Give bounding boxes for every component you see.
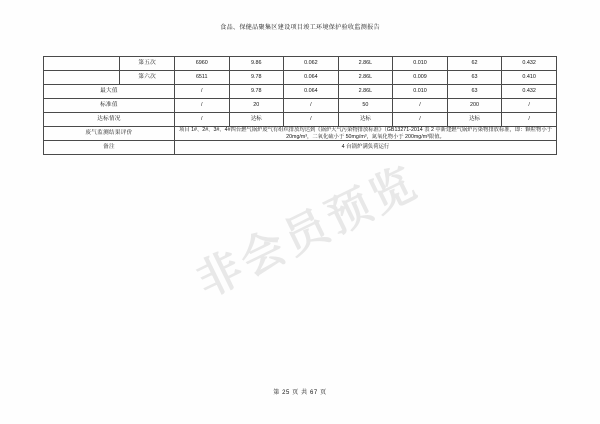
- table-cell: 0.062: [284, 57, 339, 71]
- table-cell: 0.010: [393, 85, 448, 99]
- row-label: 标准值: [44, 99, 175, 113]
- table-cell: /: [284, 113, 339, 127]
- table-cell: /: [284, 99, 339, 113]
- table-row-note: [44, 141, 557, 155]
- note-label: 备注: [44, 141, 175, 155]
- page-title: 食品、保健品聚集区建设项目竣工环境保护验收监测报告: [220, 24, 380, 31]
- monitoring-data-table: [43, 56, 557, 155]
- table-cell: 63: [447, 71, 502, 85]
- table-cell: 9.78: [229, 85, 284, 99]
- table-cell: 9.86: [229, 57, 284, 71]
- table-cell: /: [393, 113, 448, 127]
- table-row-evaluation: [44, 127, 557, 141]
- table-row: [44, 85, 557, 99]
- row-label: 第五次: [120, 57, 175, 71]
- table-cell: 6960: [174, 57, 229, 71]
- table-cell: 0.010: [393, 57, 448, 71]
- row-label: 达标情况: [44, 113, 175, 127]
- table-cell: 9.78: [229, 71, 284, 85]
- table-cell: 0.432: [502, 85, 557, 99]
- table-cell: 达标: [229, 113, 284, 127]
- table-cell: 6511: [174, 71, 229, 85]
- table-row: [44, 113, 557, 127]
- table-cell: /: [174, 85, 229, 99]
- table-cell: /: [502, 99, 557, 113]
- table-cell: 达标: [447, 113, 502, 127]
- table-row: [44, 99, 557, 113]
- table-cell: 0.432: [502, 57, 557, 71]
- table-cell: 2.86L: [338, 57, 393, 71]
- watermark: 非会员预览: [189, 157, 427, 307]
- table-cell: 0.410: [502, 71, 557, 85]
- row-label: 最大值: [44, 85, 175, 99]
- row-spacer-cell: [44, 71, 120, 85]
- table-cell: 63: [447, 85, 502, 99]
- table-row: [44, 71, 557, 85]
- table-cell: /: [502, 113, 557, 127]
- table-cell: /: [174, 113, 229, 127]
- table-cell: 0.064: [284, 71, 339, 85]
- table-row: [44, 57, 557, 71]
- table-cell: 200: [447, 99, 502, 113]
- table-cell: 62: [447, 57, 502, 71]
- table-cell: 0.064: [284, 85, 339, 99]
- table-cell: /: [174, 99, 229, 113]
- page-footer: 第 25 页 共 67 页: [273, 390, 327, 396]
- table-cell: 20: [229, 99, 284, 113]
- evaluation-label: 废气监测结果评价: [44, 127, 175, 141]
- table-cell: 2.86L: [338, 71, 393, 85]
- table-cell: 2.86L: [338, 85, 393, 99]
- note-text: 4 台锅炉满负荷运行: [174, 141, 556, 155]
- row-label: 第六次: [120, 71, 175, 85]
- table-cell: 0.009: [393, 71, 448, 85]
- table-cell: 50: [338, 99, 393, 113]
- evaluation-text: 项目 1#、2#、3#、4#四台燃气锅炉废气有组织排放均达到《锅炉大气污染物排放标准》（GB13271-2014 表 2 中新建燃气锅炉污染物排放标准，即：颗粒物小于 20mg/m³，二氧化硫小于 50mg/m³，氮氧化物小于 200mg/m³限值。: [174, 127, 556, 141]
- table-cell: 达标: [338, 113, 393, 127]
- row-spacer-cell: [44, 57, 120, 71]
- table-cell: /: [393, 99, 448, 113]
